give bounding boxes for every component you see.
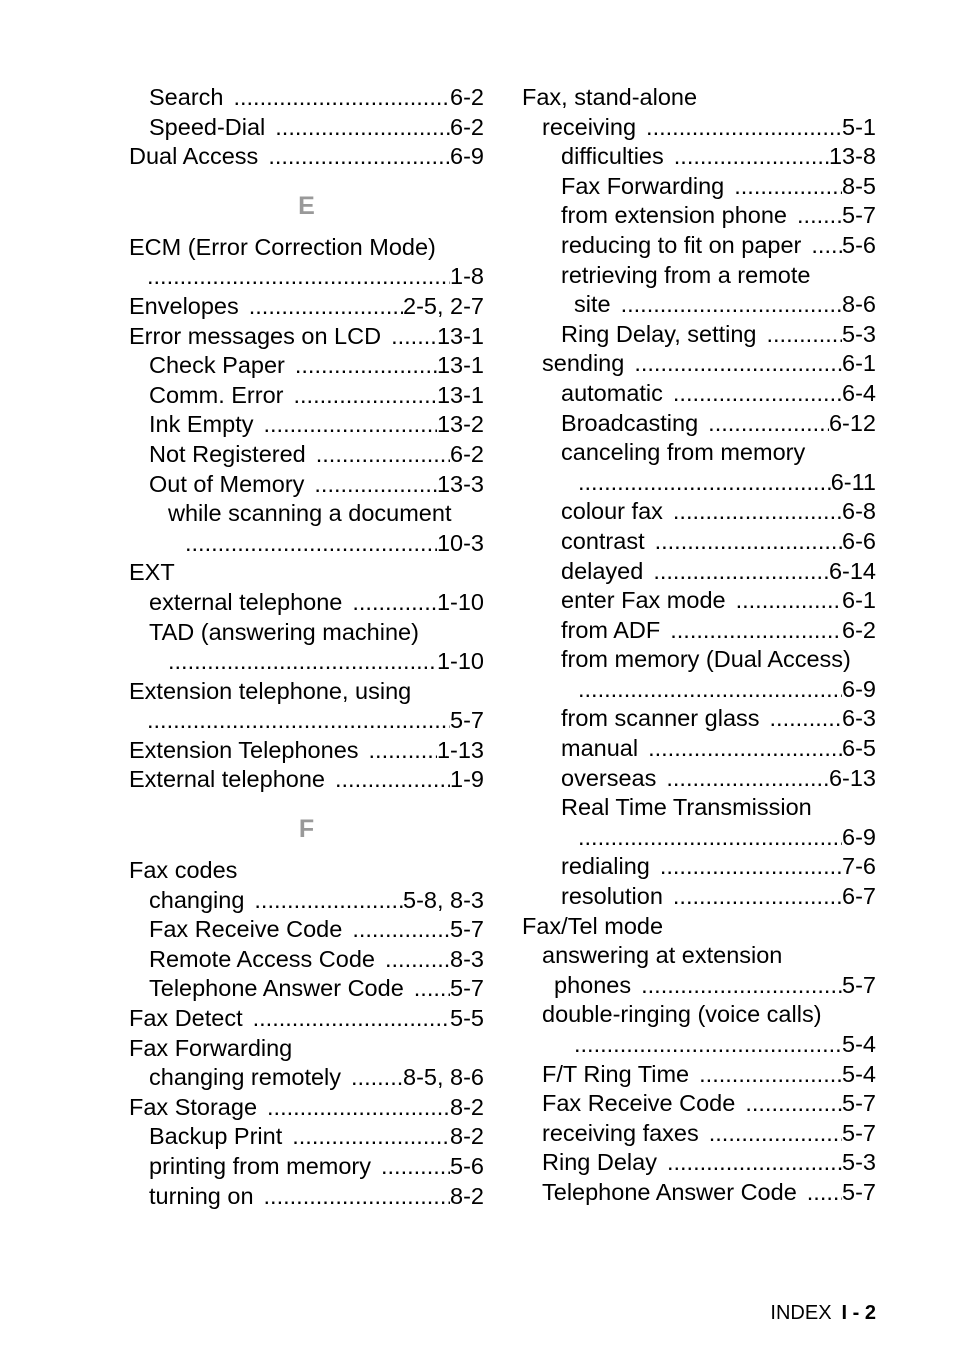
index-entry <box>129 1182 484 1212</box>
index-entry <box>522 83 876 113</box>
footer-page-number: I - 2 <box>841 1302 876 1324</box>
dot-leader <box>369 736 437 766</box>
index-entry <box>129 1152 484 1182</box>
index-entry-term: Real Time Transmission <box>561 794 812 821</box>
dot-leader <box>699 1060 842 1090</box>
index-entry-term: site <box>574 291 611 318</box>
index-entry <box>522 261 876 291</box>
index-entry <box>522 941 876 971</box>
index-entry-term: Search <box>149 84 224 110</box>
index-entry <box>129 1034 484 1064</box>
dot-leader <box>578 675 842 705</box>
index-entry-term: delayed <box>561 557 644 584</box>
index-entry-term: automatic <box>561 379 663 406</box>
dot-leader <box>233 83 450 113</box>
index-entry-term: Fax Receive Code <box>149 916 343 943</box>
index-entry-term: Ink Empty <box>149 411 254 438</box>
index-entry-page: 6-2 <box>450 113 484 140</box>
index-entry-term: Backup Print <box>149 1123 283 1150</box>
dot-leader <box>335 765 450 795</box>
dot-leader <box>811 231 842 261</box>
index-entry <box>522 586 876 616</box>
dot-leader <box>267 1093 450 1123</box>
dot-leader <box>660 852 842 882</box>
dot-leader <box>275 113 450 143</box>
index-entry-page: 13-1 <box>436 381 484 408</box>
index-entry-page: 1-13 <box>436 736 484 763</box>
index-entry <box>129 322 484 352</box>
section-letter-text: F <box>298 815 315 844</box>
dot-leader <box>797 201 842 231</box>
index-entry <box>522 1060 876 1090</box>
index-entry <box>129 83 484 113</box>
index-entry <box>129 915 484 945</box>
index-entry-page: 5-1 <box>842 113 876 140</box>
index-entry-term: enter Fax mode <box>561 587 726 614</box>
index-entry-term: Out of Memory <box>149 470 305 497</box>
index-entry <box>522 734 876 764</box>
index-entry <box>129 1063 484 1093</box>
dot-leader <box>147 706 450 736</box>
index-entry <box>129 945 484 975</box>
index-entry <box>129 113 484 143</box>
index-entry-page: 5-8, 8-3 <box>403 886 484 913</box>
index-entry-page: 6-12 <box>828 409 876 436</box>
index-entry <box>522 497 876 527</box>
dot-leader <box>670 616 842 646</box>
index-entry-page: 6-11 <box>830 468 876 495</box>
index-entry-term: difficulties <box>561 143 664 170</box>
dot-leader <box>770 704 843 734</box>
index-entry-page: 6-1 <box>842 587 876 614</box>
index-entry-term: Extension Telephones <box>129 736 359 763</box>
index-entry-term: Remote Access Code <box>149 945 375 972</box>
index-entry-term: receiving <box>542 113 637 140</box>
index-section-letter <box>129 795 484 856</box>
index-entry <box>522 645 876 675</box>
index-entry-page: 5-7 <box>842 1090 876 1117</box>
index-entry-term: Telephone Answer Code <box>149 975 404 1002</box>
dot-leader <box>264 1182 451 1212</box>
index-entry-page: 1-8 <box>450 263 484 290</box>
index-entry-page: 5-7 <box>842 1119 876 1146</box>
dot-leader <box>674 142 829 172</box>
dot-leader <box>292 1122 450 1152</box>
index-entry-page: 13-8 <box>828 143 876 170</box>
index-entry <box>522 675 876 705</box>
dot-leader <box>578 468 831 498</box>
index-entry <box>129 647 484 677</box>
index-entry-page: 8-2 <box>450 1182 484 1209</box>
dot-leader <box>352 915 450 945</box>
index-entry-page: 5-7 <box>842 1178 876 1205</box>
index-section-letter <box>129 172 484 233</box>
index-entry <box>522 793 876 823</box>
index-entry-term: changing remotely <box>149 1064 342 1091</box>
index-entry <box>129 1122 484 1152</box>
index-entry <box>522 1089 876 1119</box>
index-entry-page: 8-2 <box>450 1093 484 1120</box>
dot-leader <box>648 734 842 764</box>
dot-leader <box>708 409 829 439</box>
index-entry-page: 5-7 <box>450 916 484 943</box>
index-entry-page: 13-2 <box>436 411 484 438</box>
index-entry <box>129 529 484 559</box>
index-entry <box>129 1004 484 1034</box>
dot-leader <box>673 379 842 409</box>
index-entry <box>522 1000 876 1030</box>
index-entry <box>129 736 484 766</box>
index-entry-term: from extension phone <box>561 202 788 229</box>
index-entry-page: 7-6 <box>842 853 876 880</box>
index-entry-page: 8-6 <box>842 291 876 318</box>
index-entry-term: Error messages on LCD <box>129 322 382 349</box>
index-entry <box>129 262 484 292</box>
index-entry-term: colour fax <box>561 498 663 525</box>
index-entry-term: answering at extension <box>542 942 783 969</box>
dot-leader <box>745 1089 842 1119</box>
index-entry <box>129 292 484 322</box>
index-entry-term: resolution <box>561 883 663 910</box>
index-entry-page: 6-1 <box>842 350 876 377</box>
index-entry-page: 6-14 <box>828 557 876 584</box>
index-entry <box>522 1178 876 1208</box>
index-entry <box>129 351 484 381</box>
index-entry <box>129 558 484 588</box>
index-entry-term: double-ringing (voice calls) <box>542 1001 822 1028</box>
index-entry-term: Broadcasting <box>561 409 699 436</box>
dot-leader <box>253 1004 450 1034</box>
index-entry <box>522 379 876 409</box>
index-entry <box>129 588 484 618</box>
dot-leader <box>254 886 403 916</box>
index-column-left <box>129 83 484 1211</box>
dot-leader <box>709 1119 842 1149</box>
index-entry-page: 2-5, 2-7 <box>403 292 484 319</box>
index-entry <box>522 1030 876 1060</box>
index-entry-page: 6-2 <box>450 84 484 110</box>
index-entry-page: 13-1 <box>436 322 484 349</box>
dot-leader <box>295 351 437 381</box>
index-entry-page: 6-3 <box>842 705 876 732</box>
dot-leader <box>352 588 437 618</box>
dot-leader <box>653 557 829 587</box>
index-entry <box>129 886 484 916</box>
index-entry-term: phones <box>554 971 632 998</box>
index-entry <box>522 142 876 172</box>
index-entry-page: 6-9 <box>450 143 484 170</box>
dot-leader <box>667 1148 842 1178</box>
index-entry-page: 5-7 <box>842 971 876 998</box>
index-entry-page: 8-2 <box>450 1123 484 1150</box>
index-entry-page: 5-7 <box>450 975 484 1002</box>
index-entry-term: Fax, stand-alone <box>522 84 698 110</box>
dot-leader <box>314 470 437 500</box>
index-entry <box>522 912 876 942</box>
index-entry-term: Check Paper <box>149 352 285 379</box>
dot-leader <box>767 320 843 350</box>
index-entry-page: 8-5 <box>842 172 876 199</box>
index-entry-term: manual <box>561 735 639 762</box>
index-entry-page: 13-1 <box>436 352 484 379</box>
index-entry-term: turning on <box>149 1182 254 1209</box>
index-entry-page: 5-6 <box>842 231 876 258</box>
dot-leader <box>147 262 450 292</box>
index-entry <box>129 470 484 500</box>
index-entry-term: retrieving from a remote <box>561 261 811 288</box>
index-entry <box>129 856 484 886</box>
index-entry <box>522 527 876 557</box>
index-entry <box>522 971 876 1001</box>
index-entry-term: EXT <box>129 559 175 586</box>
dot-leader <box>293 381 436 411</box>
dot-leader <box>641 971 842 1001</box>
dot-leader <box>666 764 829 794</box>
index-entry-page: 6-5 <box>842 735 876 762</box>
section-letter-text: E <box>298 191 315 220</box>
index-entry-page: 1-10 <box>436 648 484 675</box>
footer-section-label: INDEX <box>770 1302 832 1324</box>
index-entry <box>129 381 484 411</box>
dot-leader <box>574 1030 842 1060</box>
index-entry-term: ECM (Error Correction Mode) <box>129 233 436 260</box>
dot-leader <box>655 527 842 557</box>
index-entry-page: 5-4 <box>842 1031 876 1057</box>
index-entry-page: 6-9 <box>842 823 876 850</box>
index-entry-term: receiving faxes <box>542 1119 699 1146</box>
index-entry <box>129 974 484 1004</box>
index-entry-page: 6-4 <box>842 379 876 406</box>
index-entry <box>522 320 876 350</box>
index-entry <box>129 440 484 470</box>
index-entry-term: contrast <box>561 527 645 554</box>
index-column-right <box>522 83 876 1208</box>
index-entry <box>522 468 876 498</box>
index-entry-term: canceling from memory <box>561 439 806 466</box>
index-entry-page: 5-3 <box>842 320 876 347</box>
index-entry <box>522 764 876 794</box>
index-entry-page: 6-2 <box>450 440 484 467</box>
index-entry-page: 8-5, 8-6 <box>403 1064 484 1091</box>
index-entry-term: Telephone Answer Code <box>542 1178 797 1205</box>
index-entry-page: 8-3 <box>450 945 484 972</box>
index-entry-page: 5-6 <box>450 1153 484 1179</box>
index-entry <box>129 706 484 736</box>
index-entry-page: 5-7 <box>450 707 484 734</box>
index-entry <box>522 409 876 439</box>
index-entry <box>522 704 876 734</box>
index-entry-page: 6-8 <box>842 498 876 525</box>
index-entry-term: Ring Delay, setting <box>561 320 757 347</box>
page-footer <box>770 1300 876 1326</box>
index-entry-term: Fax Forwarding <box>561 172 725 199</box>
index-entry-page: 6-2 <box>842 616 876 643</box>
dot-leader <box>634 349 842 379</box>
index-entry <box>129 499 484 529</box>
index-entry-term: Fax codes <box>129 857 238 884</box>
index-entry-term: overseas <box>561 764 657 791</box>
index-entry <box>522 823 876 853</box>
index-entry <box>522 438 876 468</box>
index-entry-term: Ring Delay <box>542 1149 657 1176</box>
dot-leader <box>268 142 450 172</box>
index-entry-page: 10-3 <box>436 529 484 556</box>
dot-leader <box>673 497 842 527</box>
index-entry <box>522 557 876 587</box>
index-entry-page: 5-3 <box>842 1149 876 1176</box>
index-entry-page: 5-5 <box>450 1005 484 1032</box>
index-entry <box>522 1119 876 1149</box>
index-entry-term: Envelopes <box>129 292 239 319</box>
index-entry <box>522 882 876 912</box>
index-entry-term: from scanner glass <box>561 705 760 732</box>
index-entry <box>522 290 876 320</box>
index-entry-term: Fax Detect <box>129 1005 243 1032</box>
index-entry-term: F/T Ring Time <box>542 1060 690 1087</box>
dot-leader <box>391 322 437 352</box>
index-entry-term: Fax Storage <box>129 1093 258 1120</box>
index-entry-term: Extension telephone, using <box>129 677 412 704</box>
index-entry-term: reducing to fit on paper <box>561 231 802 258</box>
index-entry <box>522 616 876 646</box>
dot-leader <box>381 1152 450 1182</box>
index-entry-page: 6-7 <box>842 883 876 910</box>
dot-leader <box>807 1178 842 1208</box>
dot-leader <box>385 945 450 975</box>
index-entry-term: redialing <box>561 853 650 880</box>
index-entry-term: Fax Forwarding <box>129 1034 293 1061</box>
index-entry <box>129 1093 484 1123</box>
index-entry <box>522 231 876 261</box>
index-entry-page: 5-7 <box>842 202 876 229</box>
dot-leader <box>734 172 842 202</box>
index-entry <box>522 1148 876 1178</box>
index-entry-page: 1-10 <box>436 588 484 615</box>
dot-leader <box>673 882 842 912</box>
index-entry-term: changing <box>149 886 245 913</box>
dot-leader <box>621 290 842 320</box>
index-entry <box>522 113 876 143</box>
index-entry <box>522 172 876 202</box>
index-entry <box>522 349 876 379</box>
index-entry-page: 6-6 <box>842 527 876 554</box>
index-entry <box>522 852 876 882</box>
dot-leader <box>351 1063 403 1093</box>
index-entry-term: TAD (answering machine) <box>149 618 419 645</box>
dot-leader <box>316 440 450 470</box>
index-entry <box>129 233 484 263</box>
index-entry-page: 6-13 <box>828 764 876 791</box>
index-entry <box>129 142 484 172</box>
dot-leader <box>414 974 450 1004</box>
index-entry <box>129 677 484 707</box>
dot-leader <box>185 529 437 559</box>
index-entry-page: 13-3 <box>436 470 484 497</box>
index-entry-term: Not Registered <box>149 440 306 467</box>
index-entry-term: printing from memory <box>149 1153 371 1179</box>
index-entry <box>129 765 484 795</box>
index-entry-term: External telephone <box>129 766 325 793</box>
index-entry-term: from ADF <box>561 616 661 643</box>
index-entry <box>522 201 876 231</box>
dot-leader <box>646 113 842 143</box>
dot-leader <box>249 292 403 322</box>
dot-leader <box>578 823 842 853</box>
index-entry-term: Comm. Error <box>149 381 284 408</box>
index-entry-page: 6-9 <box>842 675 876 702</box>
index-entry-term: sending <box>542 350 625 377</box>
index-entry <box>129 618 484 648</box>
dot-leader <box>168 647 437 677</box>
index-entry-term: Dual Access <box>129 143 259 170</box>
index-entry-page: 1-9 <box>450 766 484 793</box>
dot-leader <box>263 410 436 440</box>
index-entry-term: Fax Receive Code <box>542 1090 736 1117</box>
index-entry-term: Speed-Dial <box>149 113 266 140</box>
index-entry-term: Fax/Tel mode <box>522 912 664 939</box>
index-entry-page: 5-4 <box>842 1060 876 1087</box>
index-entry <box>129 410 484 440</box>
index-entry-term: while scanning a document <box>168 500 452 527</box>
dot-leader <box>736 586 842 616</box>
index-entry-term: from memory (Dual Access) <box>561 646 851 673</box>
index-entry-term: external telephone <box>149 588 343 615</box>
